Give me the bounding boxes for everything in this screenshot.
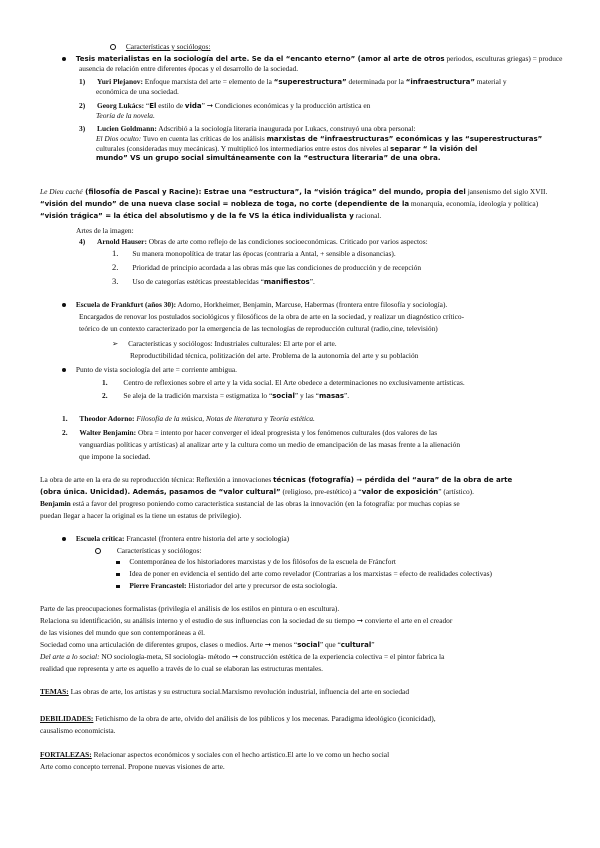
text-line: Teoría de la novela. xyxy=(96,111,155,120)
square-bullet-icon xyxy=(116,561,120,565)
text-line: El Dios oculto: Tuvo en cuenta las críticas de los análisis marxistas de “infraestructuras” económicas y las “superestructuras” xyxy=(96,134,543,143)
fortalezas-label: FORTALEZAS: xyxy=(40,750,92,759)
arrow-bullet-icon: ➢ xyxy=(112,339,119,348)
numbered-item: 2. Walter Benjamin: Obra = intento por hacer converger el ideal progresista y los fenómenos culturales (dos valores de las xyxy=(62,428,438,437)
text-line: Benjamin está a favor del progreso poniendo como característica sustancial de las obras la innovación (en la fotografía: por muchas copias se xyxy=(40,499,460,508)
circle-bullet-icon xyxy=(95,548,101,554)
bullet-icon xyxy=(62,368,66,372)
bullet-line: Escuela de Frankfurt (años 30): Adorno, Horkheimer, Benjamin, Marcuse, Habermas (frontera entre filosofía y sociología). xyxy=(62,300,447,309)
text-line: que impone la sociedad. xyxy=(79,452,151,461)
numbered-item: 2. Prioridad de principio acordada a las obras más que las condiciones de producción y de recepción xyxy=(112,262,422,272)
text-line: La obra de arte en la era de su reproducción técnica: Reflexión a innovaciones técnicas (fotografía) ➞ pérdida del “aura” de la obra de arte xyxy=(40,475,513,484)
numbered-item: 1. Centro de reflexiones sobre el arte y la vida social. El Arte obedece a determinaciones no exclusivamente artísticas. xyxy=(102,378,465,387)
bullet-line: Punto de vista sociología del arte = corriente ambigua. xyxy=(62,365,237,374)
sub-bullet-line: Características y sociólogos: xyxy=(110,42,210,51)
text-line: Sociedad como una articulación de diferentes grupos, clases o medios. Arte ➞ menos “social” que “cultural” xyxy=(40,640,375,649)
fortalezas-section: FORTALEZAS: Relacionar aspectos económicos y sociales con el hecho artístico.El arte lo ve como un hecho social xyxy=(40,750,390,759)
text-line: (obra única. Unicidad). Además, pasamos de “valor cultural” (religioso, pre-estético) a “valor de exposición” (artístico). xyxy=(40,487,474,496)
text-line: ausencia de relación entre diferentes épocas y el desarrollo de la sociedad. xyxy=(79,64,299,73)
text-line: puedan llegar a hacer la original es la tiene un estatus de privilegio). xyxy=(40,511,242,520)
text-line: Relaciona su identificación, su análisis interno y el estudio de sus influencias con la sociedad de su tiempo ➞ convierte el arte en el creador xyxy=(40,616,453,625)
bullet-icon xyxy=(62,57,66,61)
bullet-icon xyxy=(62,537,66,541)
numbered-item: 1) Yuri Plejanov: Enfoque marxista del arte = elemento de la “superestructura” determinada por la “infraestructura” material y xyxy=(79,77,507,86)
circle-bullet-icon xyxy=(110,44,116,50)
text-line: “visión trágica” = la ética del absolutismo y de la fe VS la ética individualista y racional. xyxy=(40,211,382,220)
square-bullet-line: Contemporánea de los historiadores marxistas y de los filósofos de la escuela de Fráncfort xyxy=(116,557,396,566)
text-line: culturales (consideradas muy mecánicas). Y multiplicó los intermediarios entre estos dos niveles al separar “ la visión del xyxy=(96,144,478,153)
text-line: “visión del mundo” de una nueva clase social = nobleza de toga, no corte (dependiente de la monarquía, economía, ideología y política) xyxy=(40,199,539,208)
text-line: teórico de un contexto caracterizado por la emergencia de las tecnologías de reproducción cultural (radio,cine, televisión) xyxy=(79,324,438,333)
square-bullet-icon xyxy=(116,573,120,577)
text-line: vanguardias políticas y artísticas) al analizar arte y la cultura como un medio de emancipación de las masas frente a la alienación xyxy=(79,440,461,449)
debilidades-label: DEBILIDADES: xyxy=(40,714,94,723)
square-bullet-line: Idea de poner en evidencia el sentido del arte como revelador (Contrarias a los marxistas = efecto de realidades colectivas) xyxy=(116,569,492,578)
numbered-item: 1. Theodor Adorno: Filosofía de la música, Notas de literatura y Teoría estética. xyxy=(62,414,315,423)
bullet-line: Escuela crítica: Francastel (frontera entre historia del arte y sociología) xyxy=(62,534,289,543)
debilidades-section: DEBILIDADES: Fetichismo de la obra de arte, olvido del análisis de los públicos y los mecenas. Paradigma ideológico (iconicidad), xyxy=(40,714,436,723)
text-line: económica de una sociedad. xyxy=(96,87,179,96)
temas-section: TEMAS: Las obras de arte, los artistas y su estructura social.Marxismo revolución industrial, influencia del arte en sociedad xyxy=(40,687,410,696)
numbered-item: 3) Lucien Goldmann: Adscribió a la sociología literaria inaugurada por Lukacs, construyó una obra personal: xyxy=(79,124,416,133)
numbered-item: 2. Se aleja de la tradición marxista = estigmatiza lo “social” y las “masas”. xyxy=(102,391,350,400)
text-line: Artes de la imagen: xyxy=(76,226,134,235)
arrow-item: ➢ Características y sociólogos: Industriales culturales: El arte por el arte. xyxy=(112,339,337,348)
text-line: realidad que representa y arte es aquello a través de lo cual se elaboran las estructuras mentales. xyxy=(40,664,323,673)
sub-bullet-line: Características y sociólogos: xyxy=(95,546,201,555)
text-line: de las visiones del mundo que son contemporáneas a él. xyxy=(40,628,206,637)
text-line: causalismo economicista. xyxy=(40,726,116,735)
text-line: Encargados de renovar los postulados sociológicos y filosóficos de la obra de arte en la sociedad, y realizar un diagnóstico crítico- xyxy=(79,312,465,321)
text-line: Parte de las preocupaciones formalistas (privilegia el análisis de los estilos en pintura o en escultura). xyxy=(40,604,340,613)
temas-label: TEMAS: xyxy=(40,687,69,696)
text-line: Reproductibilidad técnica, politización del arte. Problema de la autonomía del arte y su población xyxy=(130,351,419,360)
numbered-item: 1. Su manera monopolítica de tratar las épocas (contraria a Antal, + sensible a disonancias). xyxy=(112,248,396,258)
numbered-item: 2) Georg Lukács: “El estilo de vida” ➞ Condiciones económicas y la producción artística en xyxy=(79,101,371,110)
square-bullet-line: Pierre Francastel: Historiador del arte y precursor de esta sociología. xyxy=(116,581,337,590)
square-bullet-icon xyxy=(116,585,120,589)
text-line: Le Dieu caché (filosofía de Pascal y Racine): Estrae una “estructura”, la “visión trágica” del mundo, propia del jansenismo del siglo XVII. xyxy=(40,187,548,196)
bullet-line: Tesis materialistas en la sociología del arte. Se da el “encanto eterno” (amor al arte de otros periodos, esculturas griegas) = produce xyxy=(62,54,562,64)
text-line: Arte como concepto terrenal. Propone nuevas visiones de arte. xyxy=(40,762,225,771)
text-line: Del arte a lo social: NO sociología-meta, SI sociología- método ➞ construcción estética de la experiencia colectiva = el pintor fabrica la xyxy=(40,652,445,661)
numbered-item: 3. Uso de categorías estéticas preestablecidas “manifiestos”. xyxy=(112,276,315,286)
numbered-item: 4) Arnold Hauser: Obras de arte como reflejo de las condiciones socioeconómicas. Criticado por varios aspectos: xyxy=(79,237,428,246)
bullet-icon xyxy=(62,303,66,307)
text-line: mundo” VS un grupo social simultáneamente con la “estructura literaria” de una obra. xyxy=(96,154,441,162)
